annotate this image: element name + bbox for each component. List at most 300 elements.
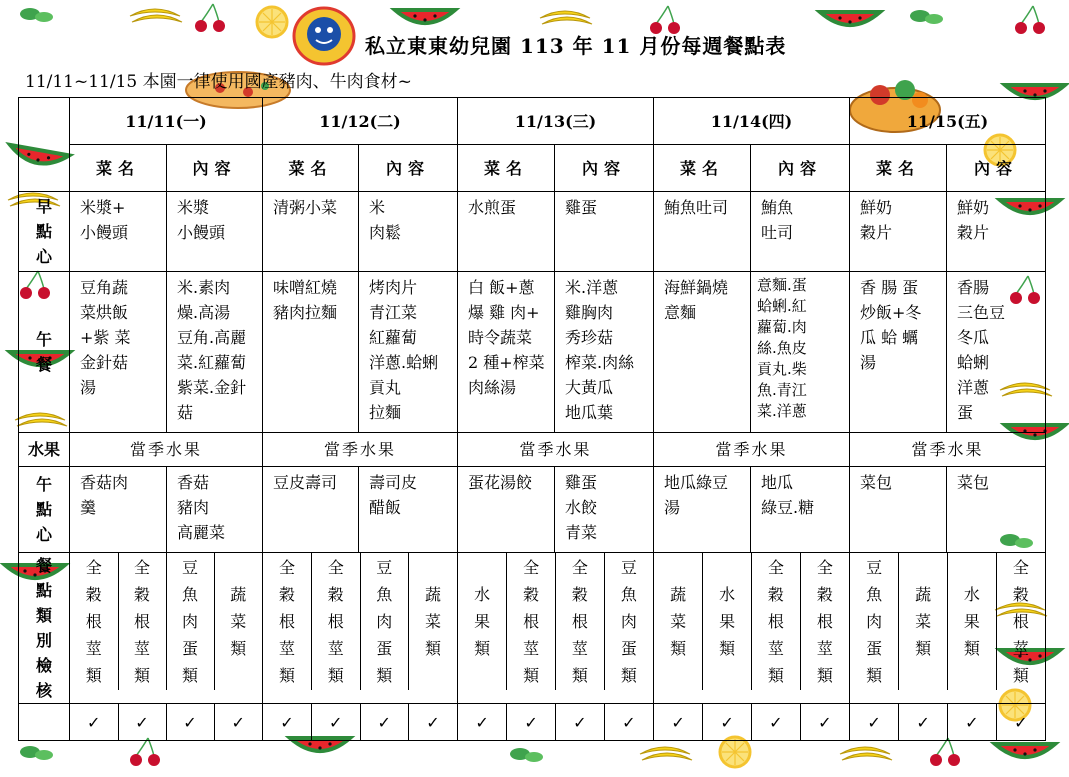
lunch-dish-line: 2 種+榨菜 [468,353,545,372]
breakfast-content [947,192,1046,272]
category-char: 穀 [816,585,833,604]
lunch-content [555,272,654,433]
dish-name-header: 菜名 [850,145,947,192]
breakfast-ingredient-line: 雞蛋 [565,198,598,217]
category-char: 根 [767,612,784,631]
breakfast-dish-name [850,192,947,272]
category-char: 根 [816,612,833,631]
content-header: 內容 [167,145,263,192]
category-char: 豆 [181,558,198,577]
category-char: 類 [620,666,637,685]
check-mark: ✓ [996,704,1045,740]
food-category [752,553,801,690]
food-category [507,553,556,690]
snack-ingredient-line: 水餃 [565,498,598,517]
food-category [654,553,703,690]
category-char: 菜 [915,612,932,631]
check-mark: ✓ [800,704,849,740]
category-char: 肉 [620,612,637,631]
check-subtable [654,704,849,740]
lunch-ingredient-line: 烤肉片 [369,278,418,297]
snack-content [167,467,263,553]
category-row [19,553,1046,704]
check-subtable [70,704,262,740]
lunch-ingredient-line: 貢丸 [369,378,402,397]
lunch-dish-line: 炒飯+冬 [860,303,922,322]
category-char: 類 [327,666,344,685]
category-char: 果 [474,612,491,631]
category-char: 菜 [424,612,441,631]
day-header: 11/14(四) [654,98,850,145]
lunch-dish-line: +紫 菜 [80,328,131,347]
day-header-row [19,98,1046,145]
category-char: 水 [963,585,980,604]
category-char: 豆 [866,558,883,577]
category-char: 穀 [85,585,102,604]
category-char: 蔬 [915,585,932,604]
category-char: 類 [767,666,784,685]
snack-dish-line: 豆皮壽司 [273,473,338,492]
lunch-ingredient-line: 榨菜.肉絲 [565,353,635,372]
food-category [166,553,214,690]
food-category [214,553,262,690]
category-char: 蛋 [181,639,198,658]
day-header: 11/12(二) [263,98,458,145]
category-char: 莖 [1012,639,1029,658]
content-header: 內容 [947,145,1046,192]
afternoon-snack-row-label-char: 心 [35,525,52,544]
category-char: 類 [133,666,150,685]
breakfast-row-label-char: 早 [35,197,52,216]
lunch-dish-name [458,272,555,433]
category-row-label-char: 核 [35,681,52,700]
lunch-dish-line: 海鮮鍋燒 [664,278,729,297]
content-header: 內容 [555,145,654,192]
category-char: 魚 [620,585,637,604]
lunch-dish-name [263,272,359,433]
check-mark: ✓ [214,704,262,740]
category-char: 莖 [85,639,102,658]
breakfast-ingredient-line: 鮮奶 [957,198,990,217]
category-char: 根 [523,612,540,631]
category-char: 豆 [376,558,393,577]
category-subtable [263,553,457,690]
breakfast-content [359,192,458,272]
breakfast-dish-name [458,192,555,272]
check-row [19,704,1046,741]
lunch-dish-line: 豬肉拉麵 [273,303,338,322]
category-subtable [458,553,653,690]
category-char: 類 [1012,666,1029,685]
breakfast-ingredient-line: 米漿 [177,198,210,217]
category-char: 根 [133,612,150,631]
lunch-ingredient-line: 菇 [177,403,194,422]
category-char: 水 [719,585,736,604]
food-category [850,553,899,690]
breakfast-row-label [19,192,70,272]
category-char: 果 [963,612,980,631]
food-category [800,553,849,690]
lunch-ingredient-line: 菜.洋蔥 [757,402,807,420]
snack-ingredient-line: 地瓜 [761,473,794,492]
category-char: 穀 [133,585,150,604]
snack-ingredient-line: 豬肉 [177,498,210,517]
snack-ingredient-line: 雞蛋 [565,473,598,492]
lunch-ingredient-line: 蛤蜊.紅 [757,297,807,315]
fruit-cell: 當季水果 [263,433,458,467]
category-char: 類 [571,666,588,685]
lunch-dish-line: 時令蔬菜 [468,328,533,347]
check-group [654,704,850,741]
lunch-content [947,272,1046,433]
check-mark: ✓ [458,704,507,740]
category-char: 根 [278,612,295,631]
check-subtable [850,704,1045,740]
check-mark: ✓ [263,704,312,740]
lunch-ingredient-line: 蛋 [957,403,974,422]
snack-dish-line: 地瓜綠豆 [664,473,729,492]
lunch-dish-name [850,272,947,433]
breakfast-dish-line: 鮪魚吐司 [664,198,729,217]
lunch-dish-name [654,272,751,433]
category-subtable [70,553,262,690]
lunch-ingredient-line: 香腸 [957,278,990,297]
lunch-ingredient-line: 菜.紅蘿蔔 [177,353,247,372]
category-char: 全 [571,558,588,577]
check-mark: ✓ [118,704,166,740]
food-category [948,553,997,690]
lunch-dish-name [70,272,167,433]
category-char: 魚 [181,585,198,604]
category-char: 類 [474,639,491,658]
dish-name-header: 菜名 [458,145,555,192]
lunch-dish-line: 爆 雞 肉+ [468,303,540,322]
category-group [654,553,850,704]
check-mark: ✓ [703,704,752,740]
check-mark: ✓ [409,704,458,740]
breakfast-ingredient-line: 吐司 [761,223,794,242]
category-char: 全 [1012,558,1029,577]
category-char: 果 [719,612,736,631]
check-row-label [19,704,70,741]
category-char: 類 [670,639,687,658]
category-char: 莖 [816,639,833,658]
snack-dish-name [458,467,555,553]
lunch-dish-line: 香 腸 蛋 [860,278,919,297]
lunch-dish-line: 意麵 [664,303,697,322]
category-char: 類 [85,666,102,685]
lunch-row-label [19,272,70,433]
snack-dish-name [263,467,359,553]
lunch-ingredient-line: 秀珍菇 [565,328,614,347]
lunch-dish-line: 湯 [80,378,97,397]
snack-content [359,467,458,553]
snack-content [947,467,1046,553]
category-char: 莖 [278,639,295,658]
lunch-content [751,272,850,433]
lunch-ingredient-line: 冬瓜 [957,328,990,347]
check-mark: ✓ [360,704,409,740]
page-title: 私立東東幼兒園 113 年 11 月份每週餐點表 [365,34,787,58]
food-category [263,553,312,690]
lunch-ingredient-line: 米.素肉 [177,278,231,297]
afternoon-snack-row-label-char: 點 [35,500,52,519]
lunch-ingredient-line: 貢丸.柴 [757,360,807,378]
category-char: 類 [915,639,932,658]
lunch-dish-line: 菜烘飯 [80,303,129,322]
category-row-label-char: 別 [35,631,52,650]
category-char: 莖 [133,639,150,658]
snack-ingredient-line: 綠豆.糖 [761,498,815,517]
check-mark: ✓ [604,704,653,740]
lunch-row-label-char: 餐 [35,355,52,374]
category-char: 類 [424,639,441,658]
weekly-menu-table [18,97,1046,741]
lunch-ingredient-line: 蛤蜊 [957,353,990,372]
breakfast-dish-line: 穀片 [860,223,893,242]
lunch-content [167,272,263,433]
breakfast-ingredient-line: 米 [369,198,386,217]
breakfast-row [19,192,1046,272]
afternoon-snack-row-label-char: 午 [35,475,52,494]
snack-dish-line: 湯 [664,498,681,517]
check-mark: ✓ [752,704,801,740]
category-group [850,553,1046,704]
lunch-ingredient-line: 米.洋蔥 [565,278,619,297]
check-group [70,704,263,741]
snack-ingredient-line: 壽司皮 [369,473,418,492]
breakfast-ingredient-line: 穀片 [957,223,990,242]
lunch-ingredient-line: 豆角.高麗 [177,328,247,347]
lunch-row-label-char: 午 [35,330,52,349]
check-group [850,704,1046,741]
lunch-dish-line: 瓜 蛤 蠣 [860,328,919,347]
lunch-ingredient-line: 大黃瓜 [565,378,614,397]
category-char: 莖 [571,639,588,658]
category-char: 肉 [866,612,883,631]
category-char: 莖 [327,639,344,658]
food-category [118,553,166,690]
breakfast-content [167,192,263,272]
food-category [312,553,361,690]
food-category [458,553,507,690]
breakfast-dish-line: 小饅頭 [80,223,129,242]
lunch-ingredient-line: 青江菜 [369,303,418,322]
fruit-row [19,433,1046,467]
breakfast-row-label-char: 心 [35,247,52,266]
day-header: 11/13(三) [458,98,654,145]
category-char: 穀 [767,585,784,604]
category-char: 類 [278,666,295,685]
snack-ingredient-line: 青菜 [565,523,598,542]
category-char: 莖 [767,639,784,658]
check-mark: ✓ [166,704,214,740]
category-row-label-char: 類 [35,606,52,625]
food-category [899,553,948,690]
lunch-dish-line: 豆角蔬 [80,278,129,297]
category-group [70,553,263,704]
lunch-ingredient-line: 紅蘿蔔 [369,328,418,347]
day-header: 11/11(一) [70,98,263,145]
lunch-ingredient-line: 洋蔥.蛤蜊 [369,353,439,372]
lunch-dish-line: 湯 [860,353,877,372]
category-row-label-char: 點 [35,581,52,600]
category-char: 穀 [327,585,344,604]
category-char: 蛋 [620,639,637,658]
breakfast-content [555,192,654,272]
check-group [263,704,458,741]
lunch-ingredient-line: 蘿蔔.肉 [757,318,807,336]
dish-name-header: 菜名 [263,145,359,192]
day-header: 11/15(五) [850,98,1046,145]
fruit-cell: 當季水果 [850,433,1046,467]
snack-content [751,467,850,553]
category-char: 蔬 [670,585,687,604]
breakfast-dish-name [654,192,751,272]
category-char: 全 [133,558,150,577]
check-mark: ✓ [654,704,703,740]
category-char: 根 [571,612,588,631]
check-subtable [263,704,457,740]
snack-ingredient-line: 醋飯 [369,498,402,517]
category-char: 全 [523,558,540,577]
category-char: 菜 [230,612,247,631]
category-char: 根 [85,612,102,631]
category-char: 根 [327,612,344,631]
category-char: 水 [474,585,491,604]
category-char: 肉 [181,612,198,631]
snack-dish-line: 香菇肉 [80,473,129,492]
check-mark: ✓ [899,704,948,740]
check-group [458,704,654,741]
lunch-ingredient-line: 洋蔥 [957,378,990,397]
category-group [458,553,654,704]
breakfast-dish-line: 水煎蛋 [468,198,517,217]
food-category [409,553,458,690]
category-char: 莖 [523,639,540,658]
corner-cell-2 [19,145,70,192]
category-char: 穀 [523,585,540,604]
category-char: 全 [327,558,344,577]
lunch-content [359,272,458,433]
snack-dish-name [850,467,947,553]
category-char: 全 [816,558,833,577]
breakfast-dish-line: 米漿+ [80,198,126,217]
category-char: 類 [816,666,833,685]
breakfast-ingredient-line: 小饅頭 [177,223,226,242]
breakfast-dish-line: 清粥小菜 [273,198,338,217]
snack-content [555,467,654,553]
fruit-cell: 當季水果 [654,433,850,467]
breakfast-dish-name [263,192,359,272]
category-char: 魚 [866,585,883,604]
food-category [703,553,752,690]
check-mark: ✓ [507,704,556,740]
category-row-label-char: 檢 [35,656,52,675]
breakfast-content [751,192,850,272]
food-category [604,553,653,690]
lunch-ingredient-line: 意麵.蛋 [757,276,807,294]
food-category [360,553,409,690]
lunch-dish-line: 白 飯+蔥 [468,278,535,297]
category-char: 魚 [376,585,393,604]
afternoon-snack-row [19,467,1046,553]
dish-name-header: 菜名 [70,145,167,192]
snack-ingredient-line: 香菇 [177,473,210,492]
school-logo [292,6,356,70]
fruit-cell: 當季水果 [70,433,263,467]
lunch-dish-line: 味噌紅燒 [273,278,338,297]
pork-beef-notice: 11/11~11/15 本園一律使用國產豬肉、牛肉食材~ [25,72,412,92]
check-mark: ✓ [850,704,899,740]
category-char: 蔬 [230,585,247,604]
afternoon-snack-row-label [19,467,70,553]
check-mark: ✓ [948,704,997,740]
category-char: 全 [767,558,784,577]
category-subtable [850,553,1045,690]
category-char: 類 [181,666,198,685]
fruit-cell: 當季水果 [458,433,654,467]
category-char: 全 [278,558,295,577]
lunch-ingredient-line: 紫菜.金針 [177,378,247,397]
snack-ingredient-line: 高麗菜 [177,523,226,542]
food-category [556,553,605,690]
snack-dish-name [654,467,751,553]
lunch-ingredient-line: 魚.青江 [757,381,807,399]
lunch-dish-line: 金針菇 [80,353,129,372]
content-header: 內容 [359,145,458,192]
category-char: 肉 [376,612,393,631]
category-char: 豆 [620,558,637,577]
content-header: 內容 [751,145,850,192]
category-char: 穀 [1012,585,1029,604]
category-char: 根 [1012,612,1029,631]
lunch-ingredient-line: 拉麵 [369,403,402,422]
lunch-dish-line: 肉絲湯 [468,378,517,397]
category-char: 蔬 [424,585,441,604]
food-category [996,553,1045,690]
breakfast-ingredient-line: 鮪魚 [761,198,794,217]
category-char: 類 [963,639,980,658]
breakfast-dish-name [70,192,167,272]
category-char: 蛋 [866,639,883,658]
lunch-ingredient-line: 三色豆 [957,303,1006,322]
breakfast-row-label-char: 點 [35,222,52,241]
category-char: 類 [376,666,393,685]
category-char: 穀 [278,585,295,604]
category-char: 菜 [670,612,687,631]
food-category [70,553,118,690]
category-char: 類 [523,666,540,685]
category-group [263,553,458,704]
category-char: 全 [85,558,102,577]
lunch-row [19,272,1046,433]
lunch-ingredient-line: 雞胸肉 [565,303,614,322]
fruit-row-label-text: 水果 [27,440,60,459]
column-header-row [19,145,1046,192]
check-mark: ✓ [556,704,605,740]
category-char: 類 [230,639,247,658]
category-subtable [654,553,849,690]
check-mark: ✓ [312,704,361,740]
category-row-label [19,553,70,704]
snack-dish-name [70,467,167,553]
lunch-ingredient-line: 燥.高湯 [177,303,231,322]
dish-name-header: 菜名 [654,145,751,192]
snack-dish-line: 蛋花湯餃 [468,473,533,492]
lunch-ingredient-line: 絲.魚皮 [757,339,807,357]
snack-dish-line: 菜包 [860,473,893,492]
